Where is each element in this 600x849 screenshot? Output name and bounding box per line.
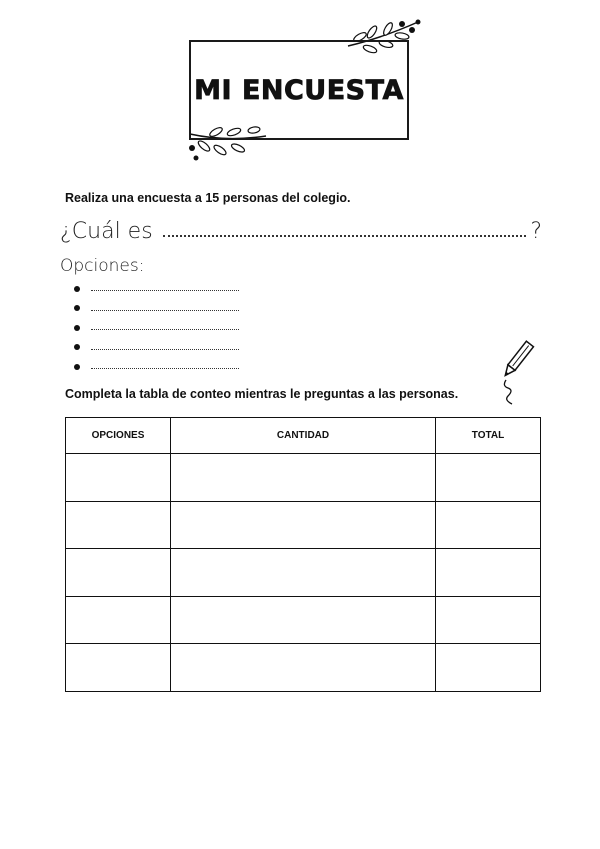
quantity-cell[interactable] [171, 549, 436, 597]
quantity-cell[interactable] [171, 454, 436, 502]
column-header-total: TOTAL [436, 418, 541, 454]
option-blank-line[interactable] [91, 290, 239, 291]
question-suffix: ? [530, 219, 542, 244]
title-frame [189, 40, 409, 140]
page-title: MI ENCUESTA [194, 74, 404, 106]
option-item [74, 299, 239, 319]
survey-instruction: Realiza una encuesta a 15 personas del colegio. [65, 191, 351, 205]
option-blank-line[interactable] [91, 329, 239, 330]
option-cell[interactable] [66, 501, 171, 549]
table-row [66, 454, 541, 502]
option-blank-line[interactable] [91, 368, 239, 369]
bullet-icon [74, 344, 80, 350]
table-row [66, 501, 541, 549]
option-cell[interactable] [66, 549, 171, 597]
table-row [66, 549, 541, 597]
total-cell[interactable] [436, 644, 541, 692]
quantity-cell[interactable] [171, 596, 436, 644]
bullet-icon [74, 286, 80, 292]
options-label: Opciones: [60, 256, 145, 276]
question-blank-line[interactable] [163, 234, 527, 237]
option-item [74, 357, 239, 377]
table-row [66, 596, 541, 644]
quantity-cell[interactable] [171, 501, 436, 549]
quantity-cell[interactable] [171, 644, 436, 692]
pencil-icon [498, 340, 538, 406]
option-cell[interactable] [66, 644, 171, 692]
bullet-icon [74, 325, 80, 331]
table-row [66, 644, 541, 692]
option-cell[interactable] [66, 454, 171, 502]
options-list [74, 279, 239, 377]
tally-table [65, 417, 541, 692]
table-header-row [66, 418, 541, 454]
option-blank-line[interactable] [91, 349, 239, 350]
bullet-icon [74, 364, 80, 370]
column-header-options: OPCIONES [66, 418, 171, 454]
option-item [74, 318, 239, 338]
total-cell[interactable] [436, 501, 541, 549]
bullet-icon [74, 305, 80, 311]
question-prefix: ¿Cuál es [60, 219, 153, 244]
option-item [74, 338, 239, 358]
survey-question [60, 214, 542, 244]
option-item [74, 279, 239, 299]
option-blank-line[interactable] [91, 310, 239, 311]
option-cell[interactable] [66, 596, 171, 644]
total-cell[interactable] [436, 454, 541, 502]
column-header-quantity: CANTIDAD [171, 418, 436, 454]
total-cell[interactable] [436, 596, 541, 644]
tally-instruction: Completa la tabla de conteo mientras le preguntas a las personas. [65, 387, 459, 401]
total-cell[interactable] [436, 549, 541, 597]
